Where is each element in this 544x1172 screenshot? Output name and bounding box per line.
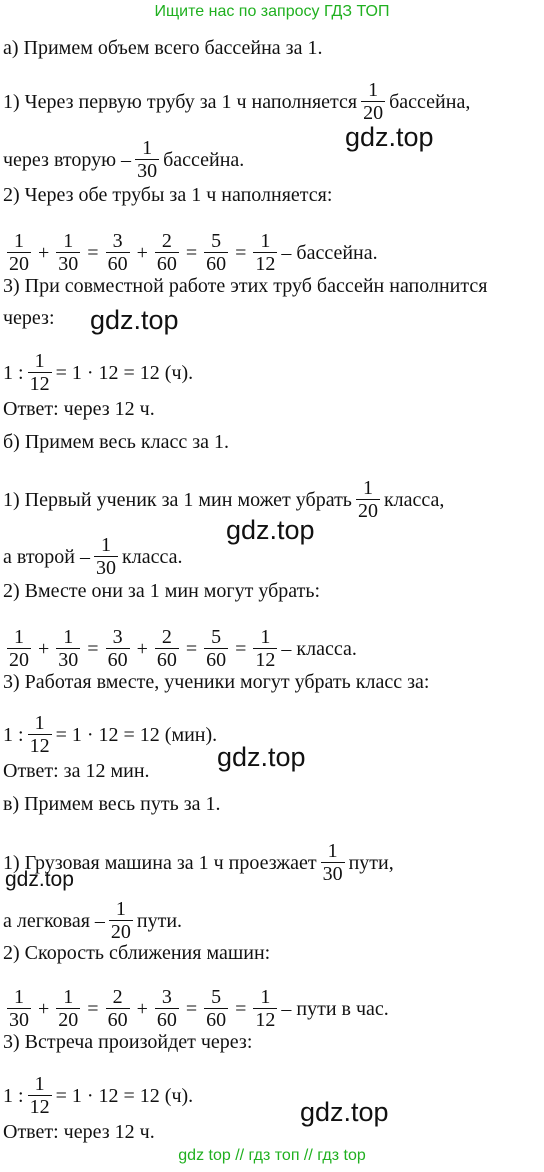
c-step1-cont: а легковая – $\frac{1}{20}$ пути. [3,898,183,943]
a-intro: а) Примем объем всего бассейна за 1. [3,37,323,59]
fraction: $\frac{2}{60}$ [156,230,177,275]
a-step1: 1) Через первую трубу за 1 ч наполняется $\frac{1}{20}$ бассейна, [3,79,471,124]
c-answer: Ответ: через 12 ч. [3,1121,155,1143]
fraction: $\frac{1}{30}$ [9,986,29,1031]
fraction: $\frac{1}{20}$ [357,477,378,522]
fraction: $\frac{5}{60}$ [206,986,227,1031]
fraction: $\frac{1}{30}$ [58,230,79,275]
c-intro: в) Примем весь путь за 1. [3,793,221,815]
fraction: $\frac{5}{60}$ [206,626,227,671]
watermark: gdz.top [345,122,434,152]
a-step1-cont: через вторую – $\frac{1}{30}$ бассейна. [3,137,245,182]
fraction: $\frac{1}{20}$ [110,898,131,943]
c-step1: 1) Грузовая машина за 1 ч проезжает $\frac{1}{30}$ пути, [3,840,394,885]
fraction: $\frac{2}{60}$ [156,626,177,671]
fraction: $\frac{1}{30}$ [137,137,158,182]
fraction: $\frac{1}{12}$ [255,230,276,275]
b-division: 1 : $\frac{1}{12}$ = 1 · 12 = 12 (мин). [3,712,218,757]
b-step1: 1) Первый ученик за 1 мин может убрать $\frac{1}{20}$ класса, [3,477,445,522]
fraction: $\frac{5}{60}$ [206,230,227,275]
fraction: $\frac{3}{60}$ [107,230,128,275]
fraction: $\frac{1}{12}$ [29,1073,50,1118]
fraction: $\frac{1}{30}$ [322,840,343,885]
c-step3: 3) Встреча произойдет через: [3,1031,253,1053]
b-step2: 2) Вместе они за 1 мин могут убрать: [3,580,321,602]
watermark: gdz.top [226,515,315,545]
fraction: $\frac{3}{60}$ [156,986,177,1031]
site-banner-top[interactable]: Ищите нас по запросу ГДЗ ТОП [154,3,390,20]
a-division: 1 : $\frac{1}{12}$ = 1 · 12 = 12 (ч). [3,350,194,395]
c-step2: 2) Скорость сближения машин: [3,942,271,964]
a-equation: $\frac{1}{20}$ + $\frac{1}{30}$ = $\frac{3}{60}$ + $\frac{2}{60}$ = $\frac{5}{60}$ = $\frac{1}{12}$ – бассейна. [9,230,378,275]
watermark: gdz.top [5,868,74,891]
watermark: gdz.top [90,305,179,335]
fraction: $\frac{1}{30}$ [96,534,117,579]
fraction: $\frac{3}{60}$ [107,626,128,671]
a-step3-cont: через: [3,307,55,329]
a-step3: 3) При совместной работе этих труб бассейн наполнится [3,275,488,297]
fraction: $\frac{1}{20}$ [9,230,29,275]
watermark: gdz.top [300,1097,389,1127]
a-answer: Ответ: через 12 ч. [3,398,155,420]
fraction: $\frac{1}{12}$ [255,986,276,1031]
b-intro: б) Примем весь класс за 1. [3,431,229,453]
a-step2: 2) Через обе трубы за 1 ч наполняется: [3,184,333,206]
fraction: $\frac{1}{20}$ [363,79,384,124]
fraction: $\frac{1}{12}$ [255,626,276,671]
fraction: $\frac{2}{60}$ [107,986,128,1031]
fraction: $\frac{1}{30}$ [58,626,79,671]
c-division: 1 : $\frac{1}{12}$ = 1 · 12 = 12 (ч). [3,1073,194,1118]
watermark: gdz.top [217,742,306,772]
b-answer: Ответ: за 12 мин. [3,760,150,782]
fraction: $\frac{1}{20}$ [9,626,29,671]
b-step3: 3) Работая вместе, ученики могут убрать класс за: [3,671,430,693]
site-banner-bottom[interactable]: gdz top // гдз топ // гдз top [178,1147,366,1164]
fraction: $\frac{1}{12}$ [29,712,50,757]
b-step1-cont: а второй – $\frac{1}{30}$ класса. [3,534,183,579]
fraction: $\frac{1}{20}$ [58,986,79,1031]
c-equation: $\frac{1}{30}$ + $\frac{1}{20}$ = $\frac{2}{60}$ + $\frac{3}{60}$ = $\frac{5}{60}$ = $\frac{1}{12}$ – пути в час. [9,986,389,1031]
b-equation: $\frac{1}{20}$ + $\frac{1}{30}$ = $\frac{3}{60}$ + $\frac{2}{60}$ = $\frac{5}{60}$ = $\frac{1}{12}$ – класса. [9,626,357,671]
fraction: $\frac{1}{12}$ [29,350,50,395]
